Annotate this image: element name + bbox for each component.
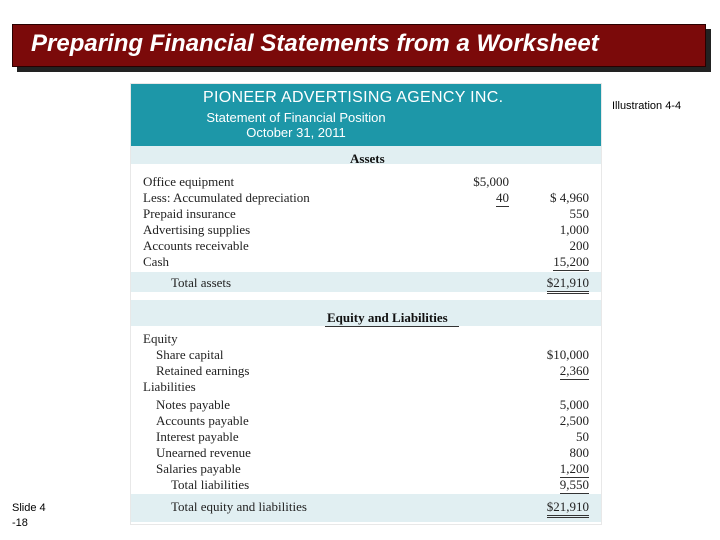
value-notes-payable: 5,000 xyxy=(559,397,589,412)
label-accounts-receivable: Accounts receivable xyxy=(143,238,249,253)
value-accounts-payable: 2,500 xyxy=(559,413,589,428)
value-retained-earnings: 2,360 xyxy=(559,363,589,378)
label-salaries-payable: Salaries payable xyxy=(156,461,241,476)
value-salaries-payable: 1,200 xyxy=(559,461,589,476)
row-office-equipment xyxy=(131,174,601,190)
row-advertising-supplies xyxy=(131,222,601,238)
statement-date: October 31, 2011 xyxy=(246,125,346,140)
row-share-capital xyxy=(131,347,601,363)
label-advertising-supplies: Advertising supplies xyxy=(143,222,251,237)
financial-statement xyxy=(131,84,601,524)
equity-liabilities-heading-underline xyxy=(325,326,459,327)
label-notes-payable: Notes payable xyxy=(156,397,231,412)
row-total-equity-liabilities xyxy=(131,499,601,515)
value-office-equipment: $5,000 xyxy=(473,174,509,189)
slide-title-bar xyxy=(12,24,706,67)
label-equity: Equity xyxy=(143,331,178,346)
row-cash xyxy=(131,254,601,270)
label-total-equity-liabilities: Total equity and liabilities xyxy=(171,499,307,514)
value-advertising-supplies: 1,000 xyxy=(559,222,589,237)
label-cash: Cash xyxy=(143,254,169,269)
label-accumulated-depreciation: Less: Accumulated depreciation xyxy=(143,190,310,205)
value-total-equity-liabilities: $21,910 xyxy=(547,499,589,518)
value-total-assets: $21,910 xyxy=(547,275,589,294)
equity-liabilities-heading: Equity and Liabilities xyxy=(327,310,448,325)
value-unearned-revenue: 800 xyxy=(569,445,589,460)
label-unearned-revenue: Unearned revenue xyxy=(156,445,251,460)
value-interest-payable: 50 xyxy=(576,429,589,444)
label-accounts-payable: Accounts payable xyxy=(156,413,249,428)
label-prepaid-insurance: Prepaid insurance xyxy=(143,206,236,221)
label-interest-payable: Interest payable xyxy=(156,429,239,444)
value-prepaid-insurance: 550 xyxy=(569,206,589,221)
statement-header xyxy=(131,84,601,146)
value-total-liabilities: 9,550 xyxy=(559,477,589,492)
label-total-assets: Total assets xyxy=(171,275,232,290)
slide-number xyxy=(12,501,46,531)
assets-heading: Assets xyxy=(350,151,385,166)
row-salaries-payable xyxy=(131,461,601,477)
row-accumulated-depreciation xyxy=(131,190,601,206)
illustration-label: Illustration 4-4 xyxy=(612,100,682,112)
slide-number-line2: -18 xyxy=(12,517,28,529)
label-retained-earnings: Retained earnings xyxy=(156,363,250,378)
row-interest-payable xyxy=(131,429,601,445)
slide-title: Preparing Financial Statements from a Worksheet xyxy=(31,30,599,57)
label-total-liabilities: Total liabilities xyxy=(171,477,250,492)
slide-number-line1: Slide 4 xyxy=(12,502,46,514)
row-accounts-receivable xyxy=(131,238,601,254)
company-name: PIONEER ADVERTISING AGENCY INC. xyxy=(203,89,504,106)
row-total-liabilities xyxy=(131,477,601,493)
value-accumulated-depreciation: 40 xyxy=(496,190,509,205)
row-unearned-revenue xyxy=(131,445,601,461)
label-share-capital: Share capital xyxy=(156,347,224,362)
value-cash: 15,200 xyxy=(553,254,589,269)
label-liabilities: Liabilities xyxy=(143,379,196,394)
row-prepaid-insurance xyxy=(131,206,601,222)
row-accounts-payable xyxy=(131,413,601,429)
value-net-equipment: $ 4,960 xyxy=(550,190,589,205)
row-equity-label xyxy=(131,331,601,347)
value-share-capital: $10,000 xyxy=(546,347,589,362)
row-total-assets xyxy=(131,275,601,291)
statement-name: Statement of Financial Position xyxy=(206,110,386,125)
label-office-equipment: Office equipment xyxy=(143,174,235,189)
value-accounts-receivable: 200 xyxy=(569,238,589,253)
row-notes-payable xyxy=(131,397,601,413)
row-liabilities-label xyxy=(131,379,601,395)
row-retained-earnings xyxy=(131,363,601,379)
